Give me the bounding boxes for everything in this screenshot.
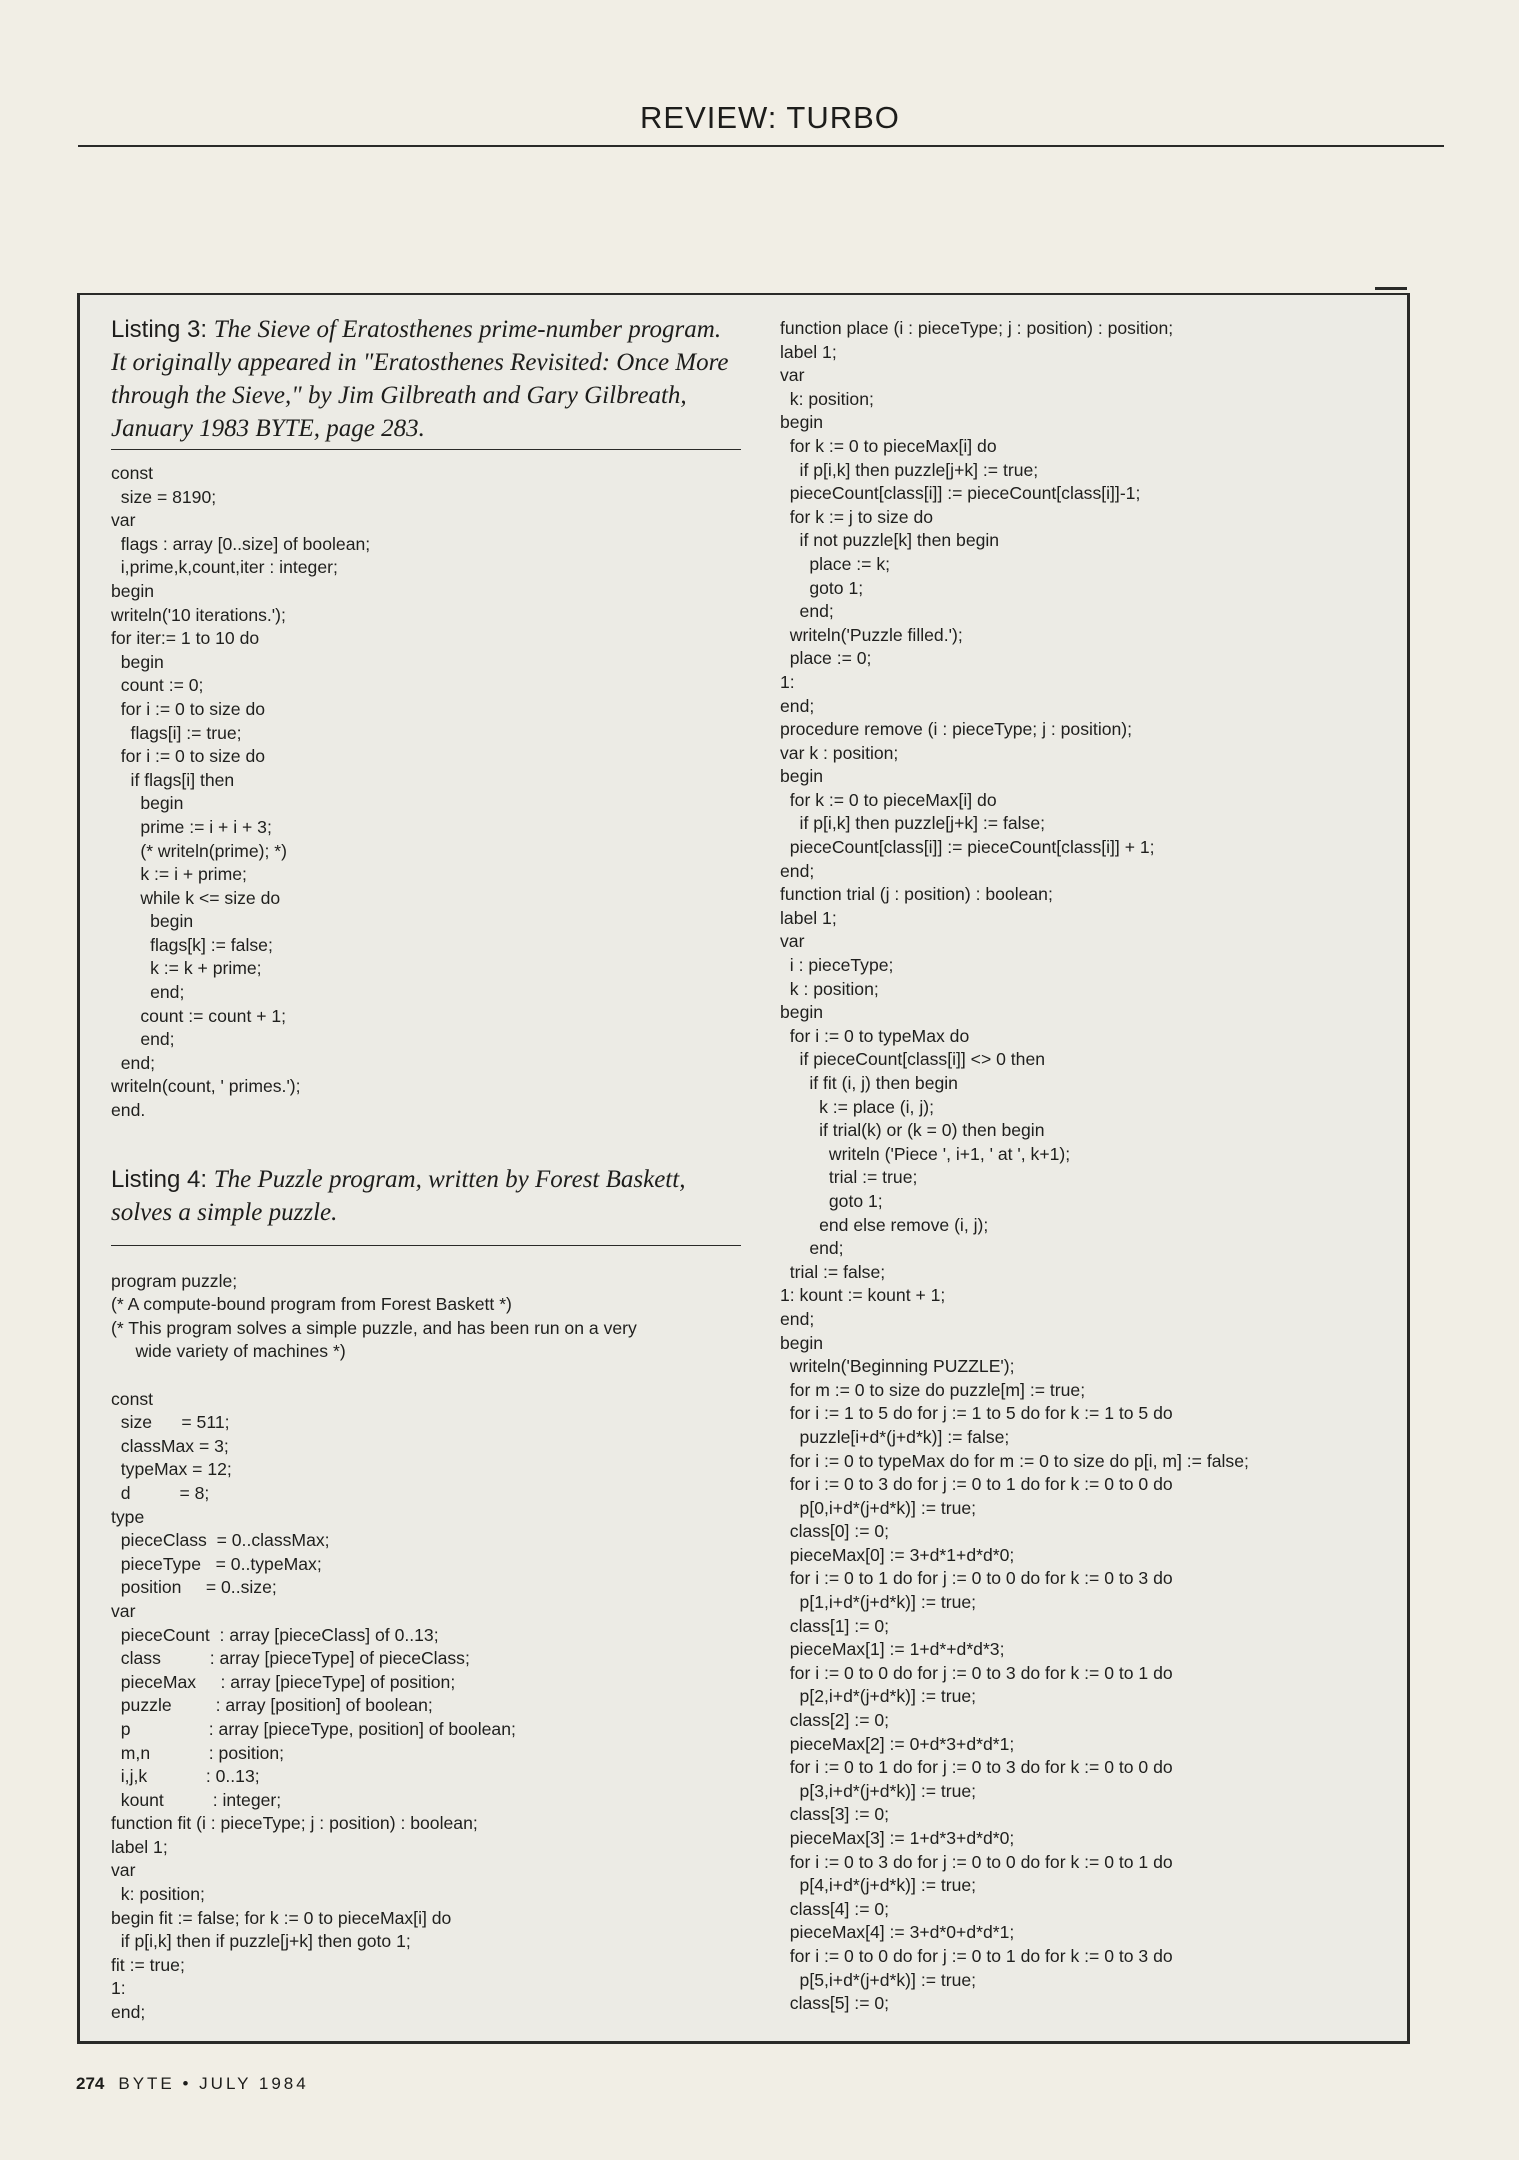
right-column [780, 295, 1405, 2016]
publication-line: BYTE • JULY 1984 [118, 2074, 309, 2093]
listing4-caption-lead: Listing 4: [111, 1165, 214, 1193]
left-column [111, 295, 751, 2025]
listing4-code-left: program puzzle; (* A compute-bound program from Forest Baskett *) (* This program solves a simple puzzle, and has been run on a very wide variety of machines *) const size = 511; classMax = 3; typeMax = 12; d = 8; type pieceClass = 0..classMax; pieceType = 0..typeMax; position = 0..size; var pieceCount : array [pieceClass] of 0..13; class : array [pieceType] of pieceClass; pieceMax : array [pieceType] of position; puzzle : array [position] of boolean; p : array [pieceType, position] of boolean; m,n : position; i,j,k : 0..13; kount : integer; function fit (i : pieceType; j : position) : boolean; label 1; var k: position; begin fit := false; for k := 0 to pieceMax[i] do if p[i,k] then if puzzle[j+k] then goto 1; fit := true; 1: end; [111, 1270, 637, 2023]
running-head: REVIEW: TURBO [640, 100, 900, 135]
listing4-code-right: function place (i : pieceType; j : position) : position; label 1; var k: position; begin for k := 0 to pieceMax[i] do if p[i,k] then puzzle[j+k] := true; pieceCount[class[i]] := pieceCount[class[i]]-1; for k := j to size do if not puzzle[k] then begin place := k; goto 1; end; writeln('Puzzle filled.'); place := 0; 1: end; procedure remove (i : pieceType; j : position); var k : position; begin for k := 0 to pieceMax[i] do if p[i,k] then puzzle[j+k] := false; pieceCount[class[i]] := pieceCount[class[i]] + 1; end; function trial (j : position) : boolean; label 1; var i : pieceType; k : position; begin for i := 0 to typeMax do if pieceCount[class[i]] <> 0 then if fit (i, j) then begin k := place (i, j); if trial(k) or (k = 0) then begin writeln ('Piece ', i+1, ' at ', k+1); trial := true; goto 1; end else remove (i, j); end; trial := false; 1: kount := kount + 1; end; begin writeln('Beginning PUZZLE'); for m := 0 to size do puzzle[m] := true; for i := 1 to 5 do for j := 1 to 5 do for k := 1 to 5 do puzzle[i+d*(j+d*k)] := false; for i := 0 to typeMax do for m := 0 to size do p[i, m] := false; for i := 0 to 3 do for j := 0 to 1 do for k := 0 to 0 do p[0,i+d*(j+d*k)] := true; class[0] := 0; pieceMax[0] := 3+d*1+d*d*0; for i := 0 to 1 do for j := 0 to 0 do for k := 0 to 3 do p[1,i+d*(j+d*k)] := true; class[1] := 0; pieceMax[1] := 1+d*+d*d*3; for i := 0 to 0 do for j := 0 to 3 do for k := 0 to 1 do p[2,i+d*(j+d*k)] := true; class[2] := 0; pieceMax[2] := 0+d*3+d*d*1; for i := 0 to 1 do for j := 0 to 3 do for k := 0 to 0 do p[3,i+d*(j+d*k)] := true; class[3] := 0; pieceMax[3] := 1+d*3+d*d*0; for i := 0 to 3 do for j := 0 to 0 do for k := 0 to 1 do p[4,i+d*(j+d*k)] := true; class[4] := 0; pieceMax[4] := 3+d*0+d*d*1; for i := 0 to 0 do for j := 0 to 1 do for k := 0 to 3 do p[5,i+d*(j+d*k)] := true; class[5] := 0; [780, 318, 1249, 2014]
page-footer [76, 2074, 309, 2094]
page-number: 274 [76, 2074, 105, 2093]
listing4-caption-text: The Puzzle program, written by Forest Baskett, solves a simple puzzle. [111, 1165, 686, 1226]
box-corner-rule [1375, 287, 1407, 290]
listing3-code: const size = 8190; var flags : array [0..size] of boolean; i,prime,k,count,iter : integer; begin writeln('10 iterations.'); for iter:= 1 to 10 do begin count := 0; for i := 0 to size do flags[i] := true; for i := 0 to size do if flags[i] then begin prime := i + i + 3; (* writeln(prime); *) k := i + prime; while k <= size do begin flags[k] := false; k := k + prime; end; count := count + 1; end; end; writeln(count, ' primes.'); end. [111, 463, 371, 1121]
header-rule [78, 145, 1444, 147]
listing3-caption-text: The Sieve of Eratosthenes prime-number program. It originally appeared in "Eratosthenes Revisited: Once More through the Sieve," by Jim Gilbreath and Gary Gilbreath, January 1983 BYTE, page 283. [111, 316, 729, 442]
listing4-caption-rule [111, 1245, 741, 1246]
listing3-caption-lead: Listing 3: [111, 316, 214, 343]
listing3-caption [111, 313, 751, 445]
listing-box [77, 293, 1410, 2044]
listing3-caption-rule [111, 449, 741, 450]
listing4-caption [111, 1163, 751, 1229]
